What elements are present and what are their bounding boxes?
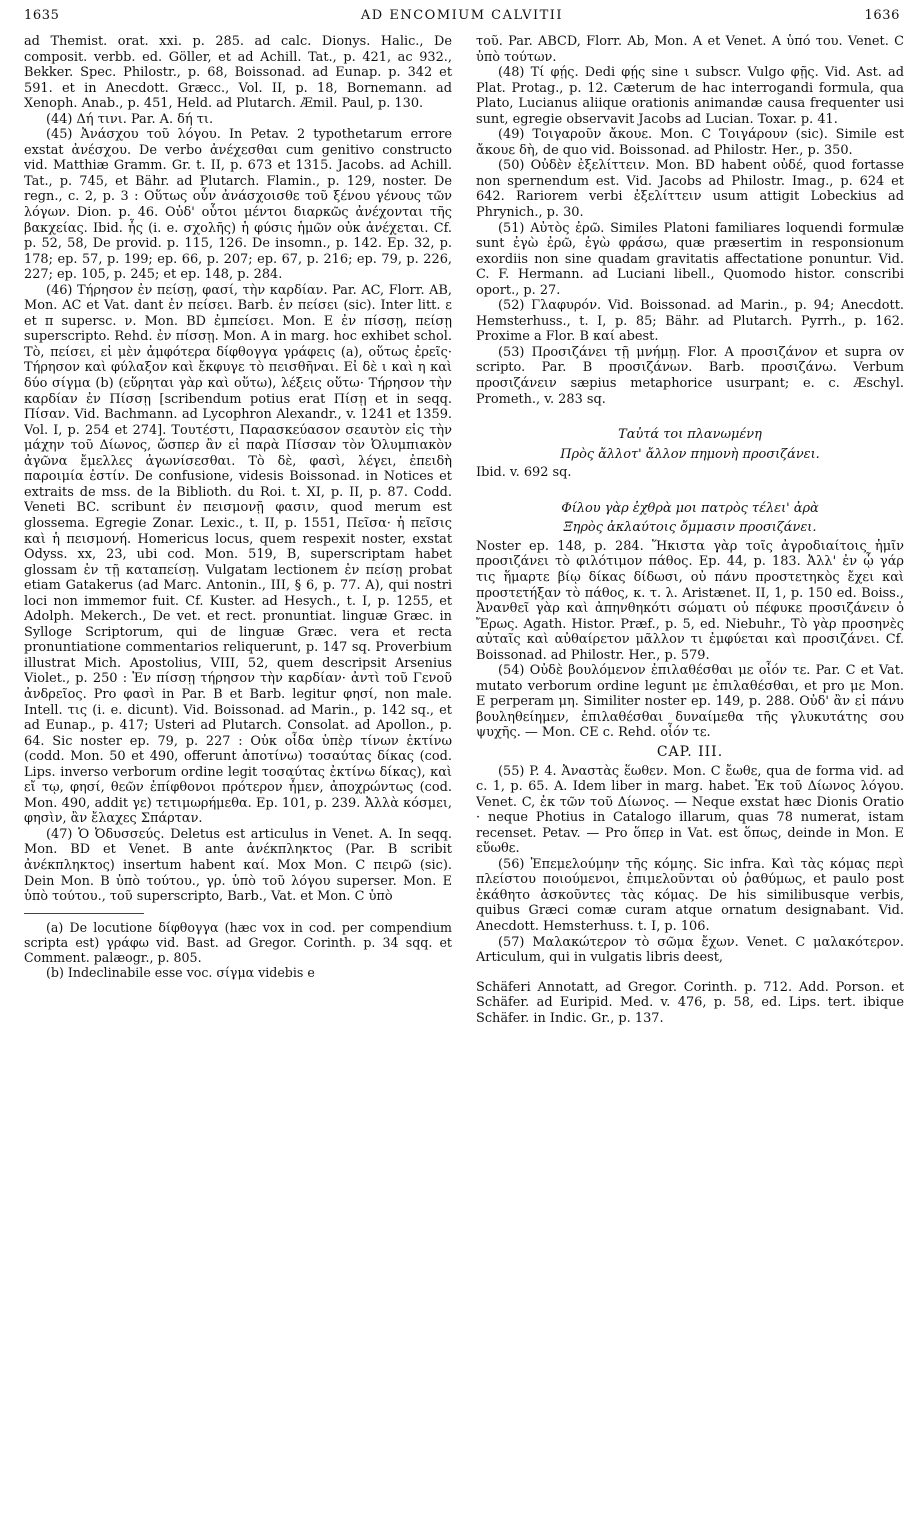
verse-line: Ξηρὸς ἀκλαύτοις ὄμμασιν προσιζάνει. [563, 520, 817, 536]
note-paragraph: Noster ep. 148, p. 284. Ἥκιστα γὰρ τοῖς ἀγροδιαίτοις ἡμῖν προσιζάνει τὸ φιλότιμον πάθος. Ep. 44, p. 183. Ἀλλ' ἐν ᾧ γάρ τις ἥμαρτε βίῳ δίκας δίδωσι, οὐ πάνυ προστετηκὸς ἔχει καὶ προστετήξαν τὸ πάθος, κ. τ. λ. Aristænet. II, 1, p. 150 ed. Boiss., Ἀνανθεῖ γὰρ καὶ ἀπηνθηκότι σώματι οὐ πέφυκε προσιζάνειν ὁ Ἔρως. Agath. Histor. Præf., p. 5, ed. Niebuhr., Τὸ γὰρ προσηνὲς αὐταῖς καὶ αὐθαίρετον μᾶλλον τι ἐμφύεται καὶ προσιζάνει. Cf. Boissonad. ad Philostr. Her., p. 579. [476, 538, 904, 663]
note-46: (46) Τήρησον ἐν πείσῃ, φασί, τὴν καρδίαν. Par. AC, Florr. AB, Mon. AC et Vat. dant ἐν πείσει. Barb. ἐν πείσει (sic). Inter litt. ε et π supersc. ν. Mon. BD ἐμπείσει. Mon. E ἐν πίσσῃ, πείσῃ superscripto. Rehd. ἐν πίσσῃ. Mon. A in marg. hoc exhibet schol. Τὸ, πείσει, εἰ μὲν ἀμφότερα δίφθογγα γράφεις (a), οὕτως ἐρεῖς· Τήρησον καὶ φύλαξον καὶ ἔκφυγε τὸ πεισθῆναι. Εἰ δὲ ι καὶ η καὶ δύο σίγμα (b) (εὕρηται γὰρ καὶ οὕτω), λέξεις οὕτω· Τήρησον τὴν καρδίαν ἐν Πίσσῃ [scribendum potius erat Πίσῃ et in seqq. Πίσαν. Vid. Bachmann. ad Lycophron Alexandr., v. 1241 et 1359. Vol. I, p. 254 et 274]. Τουτέστι, Παρασκεύασον σεαυτὸν εἰς τὴν μάχην τοῦ Δίωνος, ὥσπερ ἂν εἰ παρὰ Πίσσαν τὸν Ὀλυμπιακὸν ἀγῶνα ἔμελλες ἀγωνίσεσθαι. Τὸ δὲ, φασὶ, λέγει, ἐπειδὴ παροιμία ἐστίν. De confusione, videsis Boissonad. in Notices et extraits de mss. de la Biblioth. du Roi. t. XI, p. II, p. 87. Codd. Veneti BC. scribunt ἐν πεισμονῇ φασιν, quod merum est glossema. Egregie Zonar. Lexic., t. II, p. 1551, Πεῖσα· ἡ πεῖσις καὶ ἡ πεισμονή. Homericus locus, quem respexit noster, exstat Odyss. xx, 23, ubi cod. Mon. 519, B, superscriptam habet glossam ἐν τῇ καταπείσῃ. Vulgatam lectionem ἐν πείσῃ probat etiam Gatakerus (ad Marc. Antonin., III, § 6, p. 77. A), qui nostri loci non immemor fuit. Cf. Kuster. ad Hesych., t. I, p. 1255, et Adolph. Mekerch., De vet. et rect. pronuntiat. linguæ Græc. in Sylloge Scriptorum, qui de linguæ Græc. vera et recta pronuntiatione commentarios reliquerunt, p. 147 sq. Proverbium illustrat Mich. Apostolius, VIII, 52, quem descripsit Arsenius Violet., p. 250 : Ἐν πίσσῃ τήρησον τὴν καρδίαν· ἀντὶ τοῦ Γενοῦ ἀνδρεῖος. Pro φασὶ in Par. B et Barb. legitur φησί, non male. Intell. τις (i. e. dicunt). Vid. Boissonad. ad Marin., p. 142 sq., et ad Eunap., p. 417; Usteri ad Plutarch. Consolat. ad Apollon., p. 64. Sic noster ep. 79, p. 227 : Οὐκ οἶδα ὑπὲρ τίνων ἐκτίνω (codd. Mon. 50 et 490, offerunt ἀποτίνω) τοσαύτας δίκας (cod. Lips. inverso verborum ordine legit τοσαύτας ἐκτίνω δίκας), καὶ εἴ τῳ, φησί, θεῶν ἐπίφθονοι πρότερον ἦμεν, ἀποχρώντως (cod. Mon. 490, addit γε) τετιμωρήμεθα. Ep. 101, p. 239. Ἀλλὰ κόσμει, φησὶν, ἂν ἔλαχες Σπάρταν. [24, 282, 452, 827]
note-54: (54) Οὐδὲ βουλόμενον ἐπιλαθέσθαι με οἷόν τε. Par. C et Vat. mutato verborum ordine legunt με ἐπιλαθέσθαι, et pro με Mon. E perperam μη. Similiter noster ep. 149, p. 288. Οὐδ' ἂν εἰ πάνυ βουληθείημεν, ἐπιλαθέσθαι δυναίμεθα τῆς γλυκυτάτης σου ψυχῆς. — Mon. CE c. Rehd. οἷόν τε. [476, 663, 904, 741]
note-45: (45) Ἀνάσχου τοῦ λόγου. In Petav. 2 typothetarum errore exstat ἀνέσχου. De verbo ἀνέχεσθαι cum genitivo constructo vid. Matthiæ Gramm. Gr. t. II, p. 673 et 1315. Jacobs. ad Achill. Tat., p. 745, et Bähr. ad Plutarch. Flamin., p. 129, noster. De regn., c. 2, p. 3 : Οὕτως οὖν ἀνάσχοισθε τοῦ ξένου γένους τῶν λόγων. Dion. p. 46. Οὐδ' οὗτοι μέντοι διαρκῶς ἀνέχονται τῆς βακχείας. Ibid. ἧς (i. e. σχολῆς) ἡ φύσις ἡμῶν οὐκ ἀνέχεται. Cf. p. 52, 58, De provid. p. 115, 126. De insomn., p. 142. Ep. 32, p. 178; ep. 57, p. 199; ep. 66, p. 207; ep. 67, p. 216; ep. 79, p. 226, 227; ep. 105, p. 245; et ep. 148, p. 284. [24, 127, 452, 283]
page-number-left: 1635 [24, 8, 60, 23]
note-52: (52) Γλαφυρόν. Vid. Boissonad. ad Marin., p. 94; Anecdott. Hemsterhuss., t. I, p. 85; Bähr. ad Plutarch. Pyrrh., p. 162. Proxime a Flor. B καί abest. [476, 298, 904, 345]
verse-line: Πρὸς ἄλλοτ' ἄλλον πημονὴ προσιζάνει. [560, 446, 820, 462]
note-53: (53) Προσιζάνει τῇ μνήμῃ. Flor. A προσιζάνον et supra ov scripto. Par. B προσιζάνων. Barb. προσιζάνω. Verbum προσιζάνειν sæpius metaphorice usurpant; e. c. Æschyl. Prometh., v. 283 sq. [476, 344, 904, 407]
note-56: (56) Ἐπεμελούμην τῆς κόμης. Sic infra. Καὶ τὰς κόμας περὶ πλείστου ποιούμενοι, ἐπιμελοῦνται οὐ ῥαθύμως, et paulo post ἐκάθητο ἀσκοῦντες τὰς κόμας. De his similibusque verbis, quibus Græci comæ curam atque ornatum designabant. Vid. Anecdott. Hemsterhuss. t. I, p. 106. [476, 856, 904, 934]
footnote-gap [476, 966, 904, 980]
footnote-continuation: Schäferi Annotatt, ad Gregor. Corinth. p. 712. Add. Porson. et Schäfer. ad Euripid. Med. v. 476, p. 58, ed. Lips. tert. ibique Schäfer. in Indic. Gr., p. 137. [476, 979, 904, 1026]
verse-line: Φίλου γὰρ ἐχθρὰ μοι πατρὸς τέλει' ἀρὰ [561, 500, 819, 516]
note-50: (50) Οὐδὲν ἐξελίττειν. Mon. BD habent οὐδέ, quod fortasse non spernendum est. Vid. Jacobs ad Philostr. Imag., p. 624 et 642. Rariorem verbi ἐξελίττειν usum attigit Lobeckius ad Phrynich., p. 30. [476, 158, 904, 221]
verse-line: Ταὐτά τοι πλανωμένη [618, 427, 762, 443]
note-continuation: τοῦ. Par. ABCD, Florr. Ab, Mon. A et Venet. A ὑπό του. Venet. C ὑπὸ τούτων. [476, 34, 904, 65]
note-47: (47) Ὁ Ὀδυσσεύς. Deletus est articulus in Venet. A. In seqq. Mon. BD et Venet. B ante ἀνέκπληκτος (Par. B scribit ἀνέκπληκτος) insertum habent καί. Mox Mon. C πειρῶ (sic). Dein Mon. B ὑπὸ τούτου., γρ. ὑπὸ τοῦ λόγου superser. Mon. E ὑπὸ τούτου., τοῦ superscripto, Barb., Vat. et Mon. C ὑπὸ [24, 826, 452, 905]
footnote-rule [24, 913, 144, 914]
left-column [24, 34, 452, 1518]
running-header [24, 8, 900, 30]
running-title: AD ENCOMIUM CALVITII [360, 8, 564, 23]
note-55: (55) P. 4. Ἀναστὰς ἕωθεν. Mon. C ἔωθε, qua de forma vid. ad c. 1, p. 65. A. Idem liber in marg. habet. Ἐκ τοῦ Δίωνος λόγου. Venet. C, ἐκ τῶν τοῦ Δίωνος. — Neque exstat hæc Dionis Oratio · neque Photius in Catalogo illarum, quas 78 numerat, istam recenset. Petav. — Pro ὅπερ in Vat. est ὅπως, deinde in Mon. E εὕωθε. [476, 763, 904, 857]
right-column [476, 34, 904, 1518]
note-48: (48) Τί φῄς. Dedi φῄς sine ι subscr. Vulgo φῇς. Vid. Ast. ad Plat. Protag., p. 12. Cæterum de hac interrogandi formula, qua Plato, Lucianus aliique orationis animandæ causa frequenter usi sunt, egregie observavit Jacobs ad Lucian. Toxar. p. 41. [476, 65, 904, 127]
note-57: (57) Μαλακώτερον τὸ σῶμα ἔχων. Venet. C μαλακότερον. Articulum, qui in vulgatis libris deest, [476, 934, 904, 966]
chapter-heading: CAP. III. [656, 743, 724, 760]
note-49: (49) Τοιγαροῦν ἄκουε. Mon. C Τοιγάρουν (sic). Simile est ἄκουε δὴ, de quo vid. Boissonad. ad Philostr. Her., p. 350. [476, 127, 904, 158]
verse-reference: Ibid. v. 692 sq. [476, 465, 572, 481]
note-44: (44) Δή τινι. Par. A. δή τι. [46, 111, 214, 127]
note-51: (51) Αὐτὸς ἐρῶ. Similes Platoni familiares loquendi formulæ sunt ἐγὼ ἐρῶ, ἐγὼ φράσω, quæ præsertim in responsionum exordiis non sine quadam gravitatis affectatione ponuntur. Vid. C. F. Hermann. ad Luciani libell., Quomodo histor. conscribi oport., p. 27. [476, 220, 904, 298]
footnote-b: (b) Indeclinabile esse voc. σίγμα videbis e [46, 964, 315, 980]
footnote-a: (a) De locutione δίφθογγα (hæc vox in cod. per compendium scripta est) γράφω vid. Bast. ad Gregor. Corinth. p. 34 sqq. et Comment. palæogr., p. 805. [24, 919, 452, 965]
page-number-right: 1636 [864, 8, 900, 23]
note-paragraph: ad Themist. orat. xxi. p. 285. ad calc. Dionys. Halic., De composit. verbb. ed. Göller, et ad Achill. Tat., p. 421, ac 932., Bekker. Spec. Philostr., p. 68, Boissonad. ad Eunap. p. 342 et 591. et in Anecdott. Græcc., Vol. II, p. 18, Bornemann. ad Xenoph. Anab., p. 451, Held. ad Plutarch. Æmil. Paul, p. 130. [24, 34, 452, 112]
